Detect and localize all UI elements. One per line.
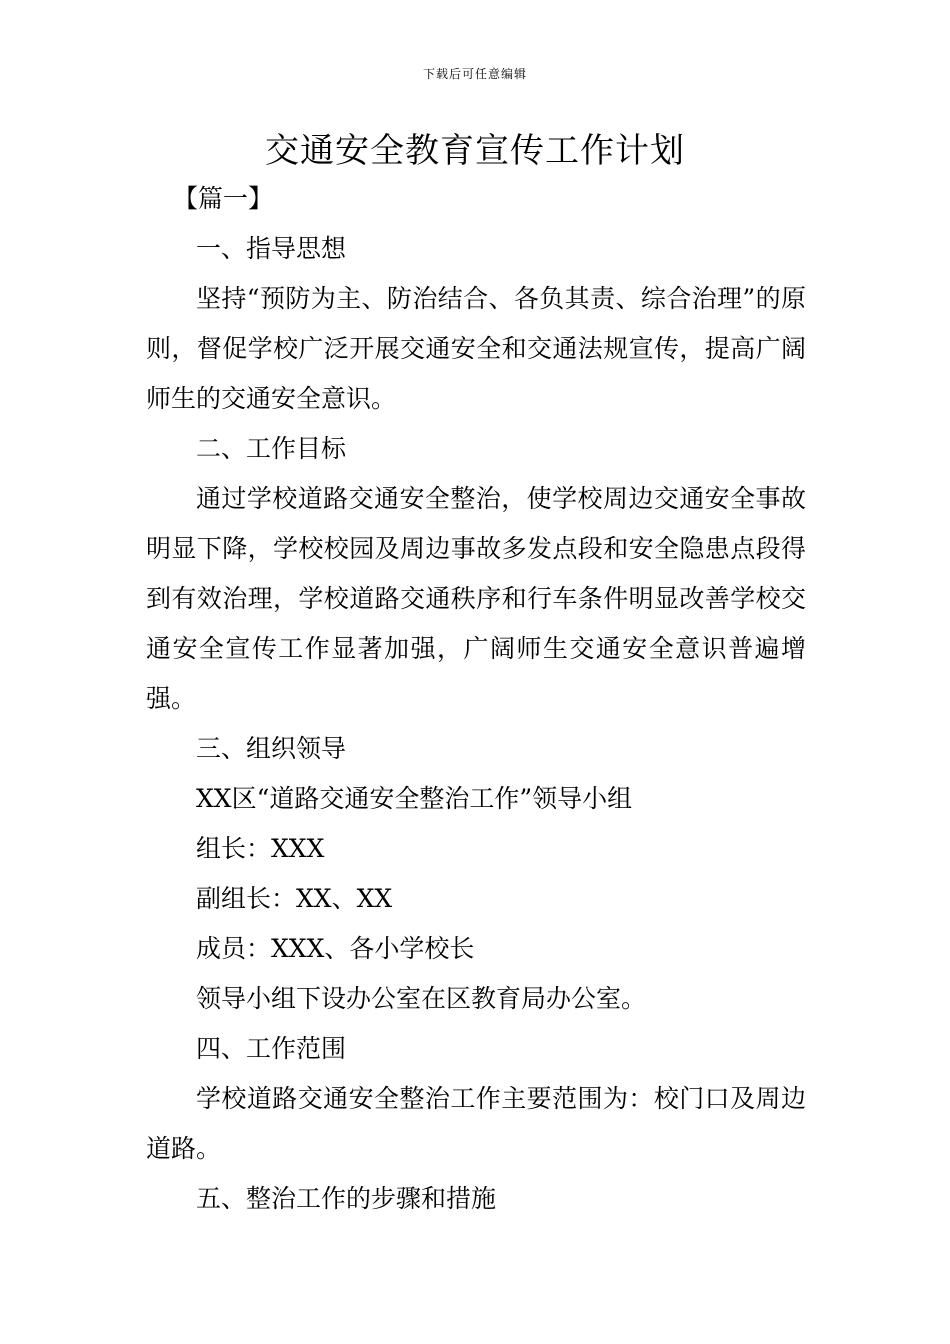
paragraph-office: 领导小组下设办公室在区教育局办公室。 xyxy=(196,984,647,1013)
paragraph-work-scope: 学校道路交通安全整治工作主要范围为：校门口及周边道路。 xyxy=(146,1084,806,1163)
section-label: 【篇一】 xyxy=(173,184,274,213)
heading-guiding-ideology: 一、指导思想 xyxy=(196,234,347,263)
paragraph-deputy-leader: 副组长：XX、XX xyxy=(196,884,393,913)
paragraph-group-leader: 组长：XXX xyxy=(196,834,325,863)
heading-steps-measures: 五、整治工作的步骤和措施 xyxy=(196,1184,497,1213)
paragraph-guiding-ideology: 坚持“预防为主、防治结合、各负其责、综合治理”的原则，督促学校广泛开展交通安全和交通法规宣传，提高广阔师生的交通安全意识。 xyxy=(146,284,806,413)
paragraph-work-goals: 通过学校道路交通安全整治，使学校周边交通安全事故明显下降，学校校园及周边事故多发点段和安全隐患点段得到有效治理，学校道路交通秩序和行车条件明显改善学校交通安全宣传工作显著加强，广阔师生交通安全意识普遍增强。 xyxy=(146,484,806,713)
heading-organization: 三、组织领导 xyxy=(196,734,347,763)
heading-work-scope: 四、工作范围 xyxy=(196,1034,347,1063)
document-title: 交通安全教育宣传工作计划 xyxy=(265,131,685,171)
paragraph-leading-group: XX区“道路交通安全整治工作”领导小组 xyxy=(196,784,633,813)
paragraph-members: 成员：XXX、各小学校长 xyxy=(196,934,475,963)
heading-work-goals: 二、工作目标 xyxy=(196,434,347,463)
document-body xyxy=(146,174,806,1224)
header-note: 下载后可任意编辑 xyxy=(422,67,527,81)
